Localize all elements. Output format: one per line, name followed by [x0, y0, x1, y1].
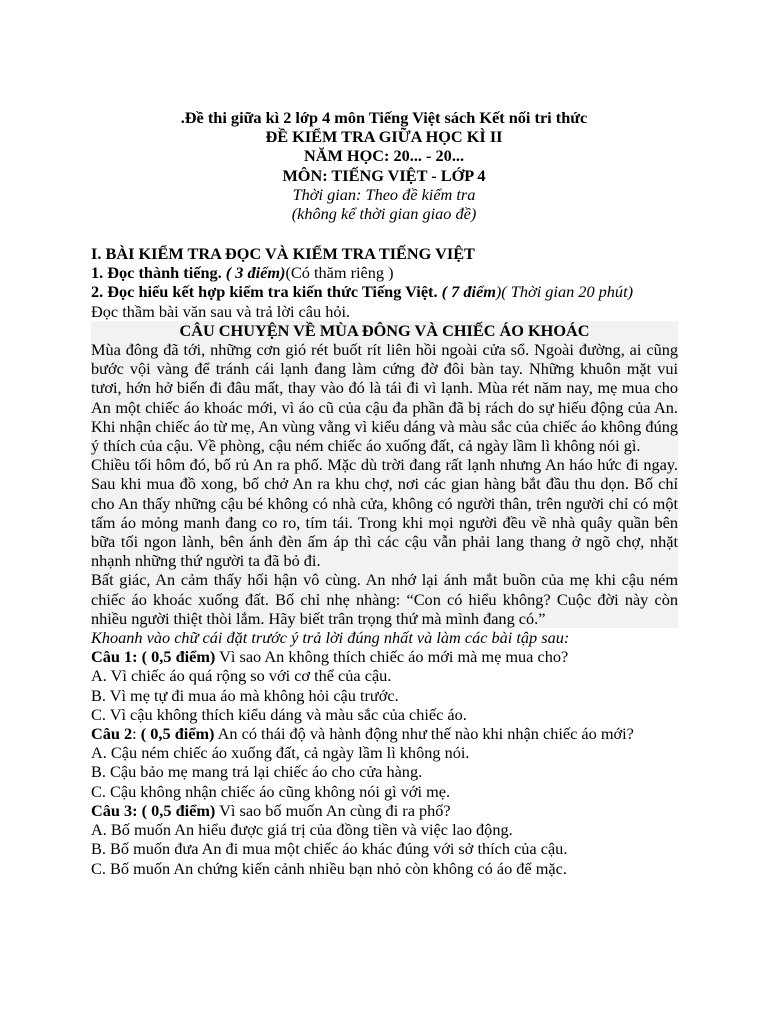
exam-time-note: (không kể thời gian giao đề) [291, 204, 477, 224]
document-body [91, 244, 678, 878]
question-label: Câu 1: ( 0,5 điểm) [91, 647, 216, 667]
document-header [0, 108, 768, 223]
part-2 [91, 282, 678, 301]
story-block [91, 321, 678, 628]
answer-option[interactable]: A. Cậu ném chiếc áo xuống đất, cả ngày lầm lì không nói. [91, 743, 470, 763]
question-label-sep: : [132, 724, 141, 744]
reading-instruction: Đọc thầm bài văn sau và trả lời câu hỏi. [91, 301, 351, 321]
answer-option[interactable]: B. Vì mẹ tự đi mua áo mà không hỏi cậu trước. [91, 685, 399, 705]
question-points: ( 0,5 điểm) [140, 724, 215, 744]
exam-time: Thời gian: Theo đề kiểm tra [292, 184, 476, 204]
exam-title: ĐỀ KIỂM TRA GIỮA HỌC KÌ II [265, 127, 503, 147]
question-label: Câu 2 [91, 724, 133, 744]
part-2-points: ( 7 điểm [441, 282, 496, 302]
part-1-label: 1. Đọc thành tiếng. [91, 263, 222, 283]
subject: MÔN: TIẾNG VIỆT - LỚP 4 [282, 165, 486, 185]
answer-instructions: Khoanh vào chữ cái đặt trước ý trả lời đúng nhất và làm các bài tập sau: [91, 628, 570, 648]
part-1 [91, 263, 678, 282]
story-paragraph: Bất giác, An cảm thấy hối hận vô cùng. An nhớ lại ánh mắt buồn của mẹ khi cậu ném chiếc áo khoác xuống đất. Bố chỉ nhẹ nhàng: “Con có hiểu không? Cuộc đời này còn nhiều người thiệt thòi lắm. Hãy biết trân trọng thứ mà mình đang có.” [91, 570, 678, 628]
answer-option[interactable]: B. Bố muốn đưa An đi mua một chiếc áo khác đúng với sở thích của cậu. [91, 839, 568, 859]
part-2-note: )( Thời gian 20 phút) [495, 282, 634, 302]
part-1-points: ( 3 điểm) [225, 263, 286, 283]
story-paragraph: Mùa đông đã tới, những cơn gió rét buốt rít liên hồi ngoài cửa sổ. Ngoài đường, ai cũng bước vội vàng để tránh cái lạnh đang làm cứng đờ đôi bàn tay. Những khuôn mặt vui tươi, hớn hở biến đi đâu mất, thay vào đó là tái đi vì lạnh. Mùa rét năm nay, mẹ mua cho An một chiếc áo khoác mới, vì áo cũ của cậu đa phần đã bị rách do sự hiếu động của An. Khi nhận chiếc áo từ mẹ, An vùng vằng vì kiểu dáng và màu sắc của chiếc áo không đúng ý thích của cậu. Về phòng, cậu ném chiếc áo xuống đất, cả ngày lầm lì không nói gì. [91, 340, 678, 456]
question-text [91, 801, 678, 820]
answer-option[interactable]: A. Bố muốn An hiểu được giá trị của đồng tiền và việc lao động. [91, 820, 513, 840]
story-paragraph: Chiều tối hôm đó, bố rủ An ra phố. Mặc dù trời đang rất lạnh nhưng An háo hức đi ngay. Sau khi mua đồ xong, bố chở An ra khu chợ, nơi các gian hàng bắt đầu thu dọn. Bố chỉ cho An thấy những cậu bé không có nhà cửa, không có người thân, trên người chỉ có một tấm áo mỏng manh đang co ro, tím tái. Trong khi mọi người đều về nhà quây quần bên bữa tối ngon lành, bên ánh đèn ấm áp thì các cậu vẫn phải lang thang ở ngõ chợ, nhặt nhạnh những thứ người ta đã bỏ đi. [91, 455, 678, 571]
answer-option[interactable]: C. Bố muốn An chứng kiến cảnh nhiều bạn nhỏ còn không có áo để mặc. [91, 858, 567, 878]
school-year: NĂM HỌC: 20... - 20... [303, 146, 465, 166]
answer-option[interactable]: B. Cậu bảo mẹ mang trả lại chiếc áo cho cửa hàng. [91, 762, 423, 782]
question-prompt: An có thái độ và hành động như thế nào khi nhận chiếc áo mới? [214, 724, 634, 744]
question-text [91, 647, 678, 666]
answer-option[interactable]: A. Vì chiếc áo quá rộng so với cơ thể của cậu. [91, 666, 392, 686]
doc-title: .Đề thi giữa kì 2 lớp 4 môn Tiếng Việt sách Kết nối tri thức [180, 108, 588, 127]
question-1 [91, 647, 678, 724]
question-label: Câu 3: ( 0,5 điểm) [91, 800, 216, 820]
part-1-note: (Có thăm riêng ) [285, 263, 394, 283]
question-prompt: Vì sao bố muốn An cùng đi ra phố? [215, 800, 451, 820]
question-prompt: Vì sao An không thích chiếc áo mới mà mẹ mua cho? [215, 647, 569, 667]
question-text [91, 724, 678, 743]
answer-option[interactable]: C. Cậu không nhận chiếc áo cũng không nói gì với mẹ. [91, 781, 451, 801]
question-3 [91, 801, 678, 878]
question-2 [91, 724, 678, 801]
answer-option[interactable]: C. Vì cậu không thích kiểu dáng và màu sắc của chiếc áo. [91, 704, 467, 724]
story-title: CÂU CHUYỆN VỀ MÙA ĐÔNG VÀ CHIẾC ÁO KHOÁC [179, 320, 590, 340]
part-2-label: 2. Đọc hiểu kết hợp kiểm tra kiến thức Tiếng Việt. [91, 282, 438, 302]
section-title: I. BÀI KIỂM TRA ĐỌC VÀ KIỂM TRA TIẾNG VIỆT [91, 244, 475, 263]
